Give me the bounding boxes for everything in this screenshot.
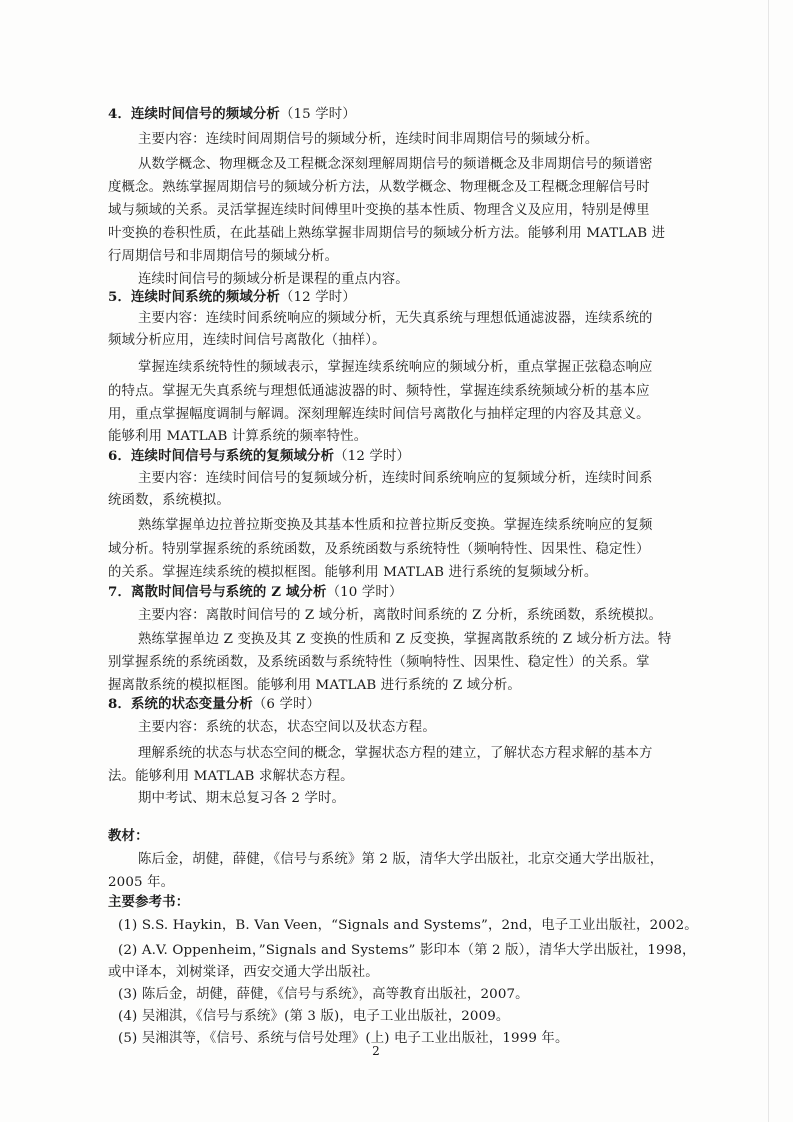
section-6-main-line: 主要内容：连续时间信号的复频域分析，连续时间系统响应的复频域分析，连续时间系 — [138, 471, 653, 486]
section-7-title: 7．离散时间信号与系统的 Z 域分析 — [108, 584, 327, 600]
section-6-hours: （12 学时） — [334, 449, 411, 464]
textbook-line: 2005 年。 — [108, 875, 175, 890]
section-4-main: 主要内容：连续时间周期信号的频域分析，连续时间非周期信号的频域分析。 — [138, 132, 599, 147]
section-7-hours: （10 学时） — [326, 585, 403, 600]
section-7-para-line: 熟练掌握单边 Z 变换及其 Z 变换的性质和 Z 反变换，掌握离散系统的 Z 域分析方法。特 — [138, 632, 672, 647]
section-5-para-line: 用，重点掌握幅度调制与解调。深刻理解连续时间信号离散化与抽样定理的内容及其意义。 — [108, 407, 650, 422]
section-8-hours: （6 学时） — [252, 697, 321, 712]
section-4-para-line: 从数学概念、物理概念及工程概念深刻理解周期信号的频谱概念及非周期信号的频谱密 — [138, 157, 653, 172]
textbook-label: 教材： — [108, 828, 149, 844]
section-4-heading — [108, 104, 356, 125]
section-4-para-line: 行周期信号和非周期信号的频域分析。 — [108, 249, 339, 264]
page-edge-shadow — [768, 0, 769, 1122]
section-6-main-line: 统函数，系统模拟。 — [108, 493, 230, 508]
reference-item: (2) A.V. Oppenheim，”Signals and Systems” 影印本（第 2 版），清华大学出版社，1998， — [118, 943, 696, 958]
section-8-para-line: 法。能够利用 MATLAB 求解状态方程。 — [108, 769, 354, 784]
section-8-para-line: 理解系统的状态与状态空间的概念，掌握状态方程的建立，了解状态方程求解的基本方 — [138, 746, 653, 761]
section-5-para-line: 掌握连续系统特性的频域表示，掌握连续系统响应的频域分析，重点掌握正弦稳态响应 — [138, 360, 653, 375]
section-6-para-line: 熟练掌握单边拉普拉斯变换及其基本性质和拉普拉斯反变换。掌握连续系统响应的复频 — [138, 518, 653, 533]
section-7-para-line: 握离散系统的模拟框图。能够利用 MATLAB 进行系统的 Z 域分析。 — [108, 678, 521, 693]
reference-item: (4) 吴湘淇，《信号与系统》(第 3 版)，电子工业出版社，2009。 — [118, 1009, 510, 1024]
section-4-hours: （15 学时） — [279, 107, 356, 122]
section-4-note: 连续时间信号的频域分析是课程的重点内容。 — [138, 272, 409, 287]
section-4-para-line: 叶变换的卷积性质，在此基础上熟练掌握非周期信号的频域分析方法。能够利用 MATLAB 进 — [108, 226, 666, 241]
section-6-para-line: 的关系。掌握连续系统的模拟框图。能够利用 MATLAB 进行系统的复频域分析。 — [108, 565, 598, 580]
section-7-main: 主要内容：离散时间信号的 Z 域分析，离散时间系统的 Z 分析，系统函数，系统模拟。 — [138, 608, 662, 623]
section-8-note: 期中考试、期末总复习各 2 学时。 — [138, 791, 346, 806]
reference-item: (5) 吴湘淇等，《信号、系统与信号处理》(上) 电子工业出版社，1999 年。 — [118, 1031, 569, 1046]
section-6-heading — [108, 446, 410, 467]
section-8-title: 8．系统的状态变量分析 — [108, 696, 253, 712]
section-7-heading — [108, 582, 403, 603]
section-5-para-line: 的特点。掌握无失真系统与理想低通滤波器的时、频特性，掌握连续系统频域分析的基本应 — [108, 384, 650, 399]
section-4-title: 4．连续时间信号的频域分析 — [108, 106, 280, 122]
section-5-main-line: 频域分析应用，连续时间信号离散化（抽样）。 — [108, 333, 386, 348]
section-4-para-line: 域与频域的关系。灵活掌握连续时间傅里叶变换的基本性质、物理含义及应用，特别是傅里 — [108, 203, 650, 218]
section-5-main-line: 主要内容：连续时间系统响应的频域分析，无失真系统与理想低通滤波器，连续系统的 — [138, 311, 653, 326]
reference-item: (3) 陈后金，胡健，薛健，《信号与系统》，高等教育出版社，2007。 — [118, 987, 529, 1002]
section-5-hours: （12 学时） — [279, 290, 356, 305]
section-5-heading — [108, 287, 356, 308]
reference-item-continuation: 或中译本，刘树棠译，西安交通大学出版社。 — [108, 965, 379, 980]
page-number: 2 — [372, 1044, 380, 1058]
section-8-main: 主要内容：系统的状态，状态空间以及状态方程。 — [138, 720, 436, 735]
section-8-heading — [108, 694, 320, 715]
section-7-para-line: 别掌握系统的系统函数，及系统函数与系统特性（频响特性、因果性、稳定性）的关系。掌 — [108, 655, 650, 670]
section-6-title: 6．连续时间信号与系统的复频域分析 — [108, 448, 335, 464]
section-5-title: 5．连续时间系统的频域分析 — [108, 289, 280, 305]
textbook-line: 陈后金，胡健，薛健，《信号与系统》第 2 版，清华大学出版社，北京交通大学出版社， — [138, 852, 664, 867]
references-label: 主要参考书： — [108, 894, 190, 910]
reference-item: (1) S.S. Haykin，B. Van Veen，“Signals and Systems”，2nd，电子工业出版社，2002。 — [118, 918, 698, 933]
section-6-para-line: 域分析。特别掌握系统的系统函数，及系统函数与系统特性（频响特性、因果性、稳定性） — [108, 542, 650, 557]
section-4-para-line: 度概念。熟练掌握周期信号的频域分析方法，从数学概念、物理概念及工程概念理解信号时 — [108, 180, 650, 195]
section-5-para-line: 能够利用 MATLAB 计算系统的频率特性。 — [108, 429, 368, 444]
